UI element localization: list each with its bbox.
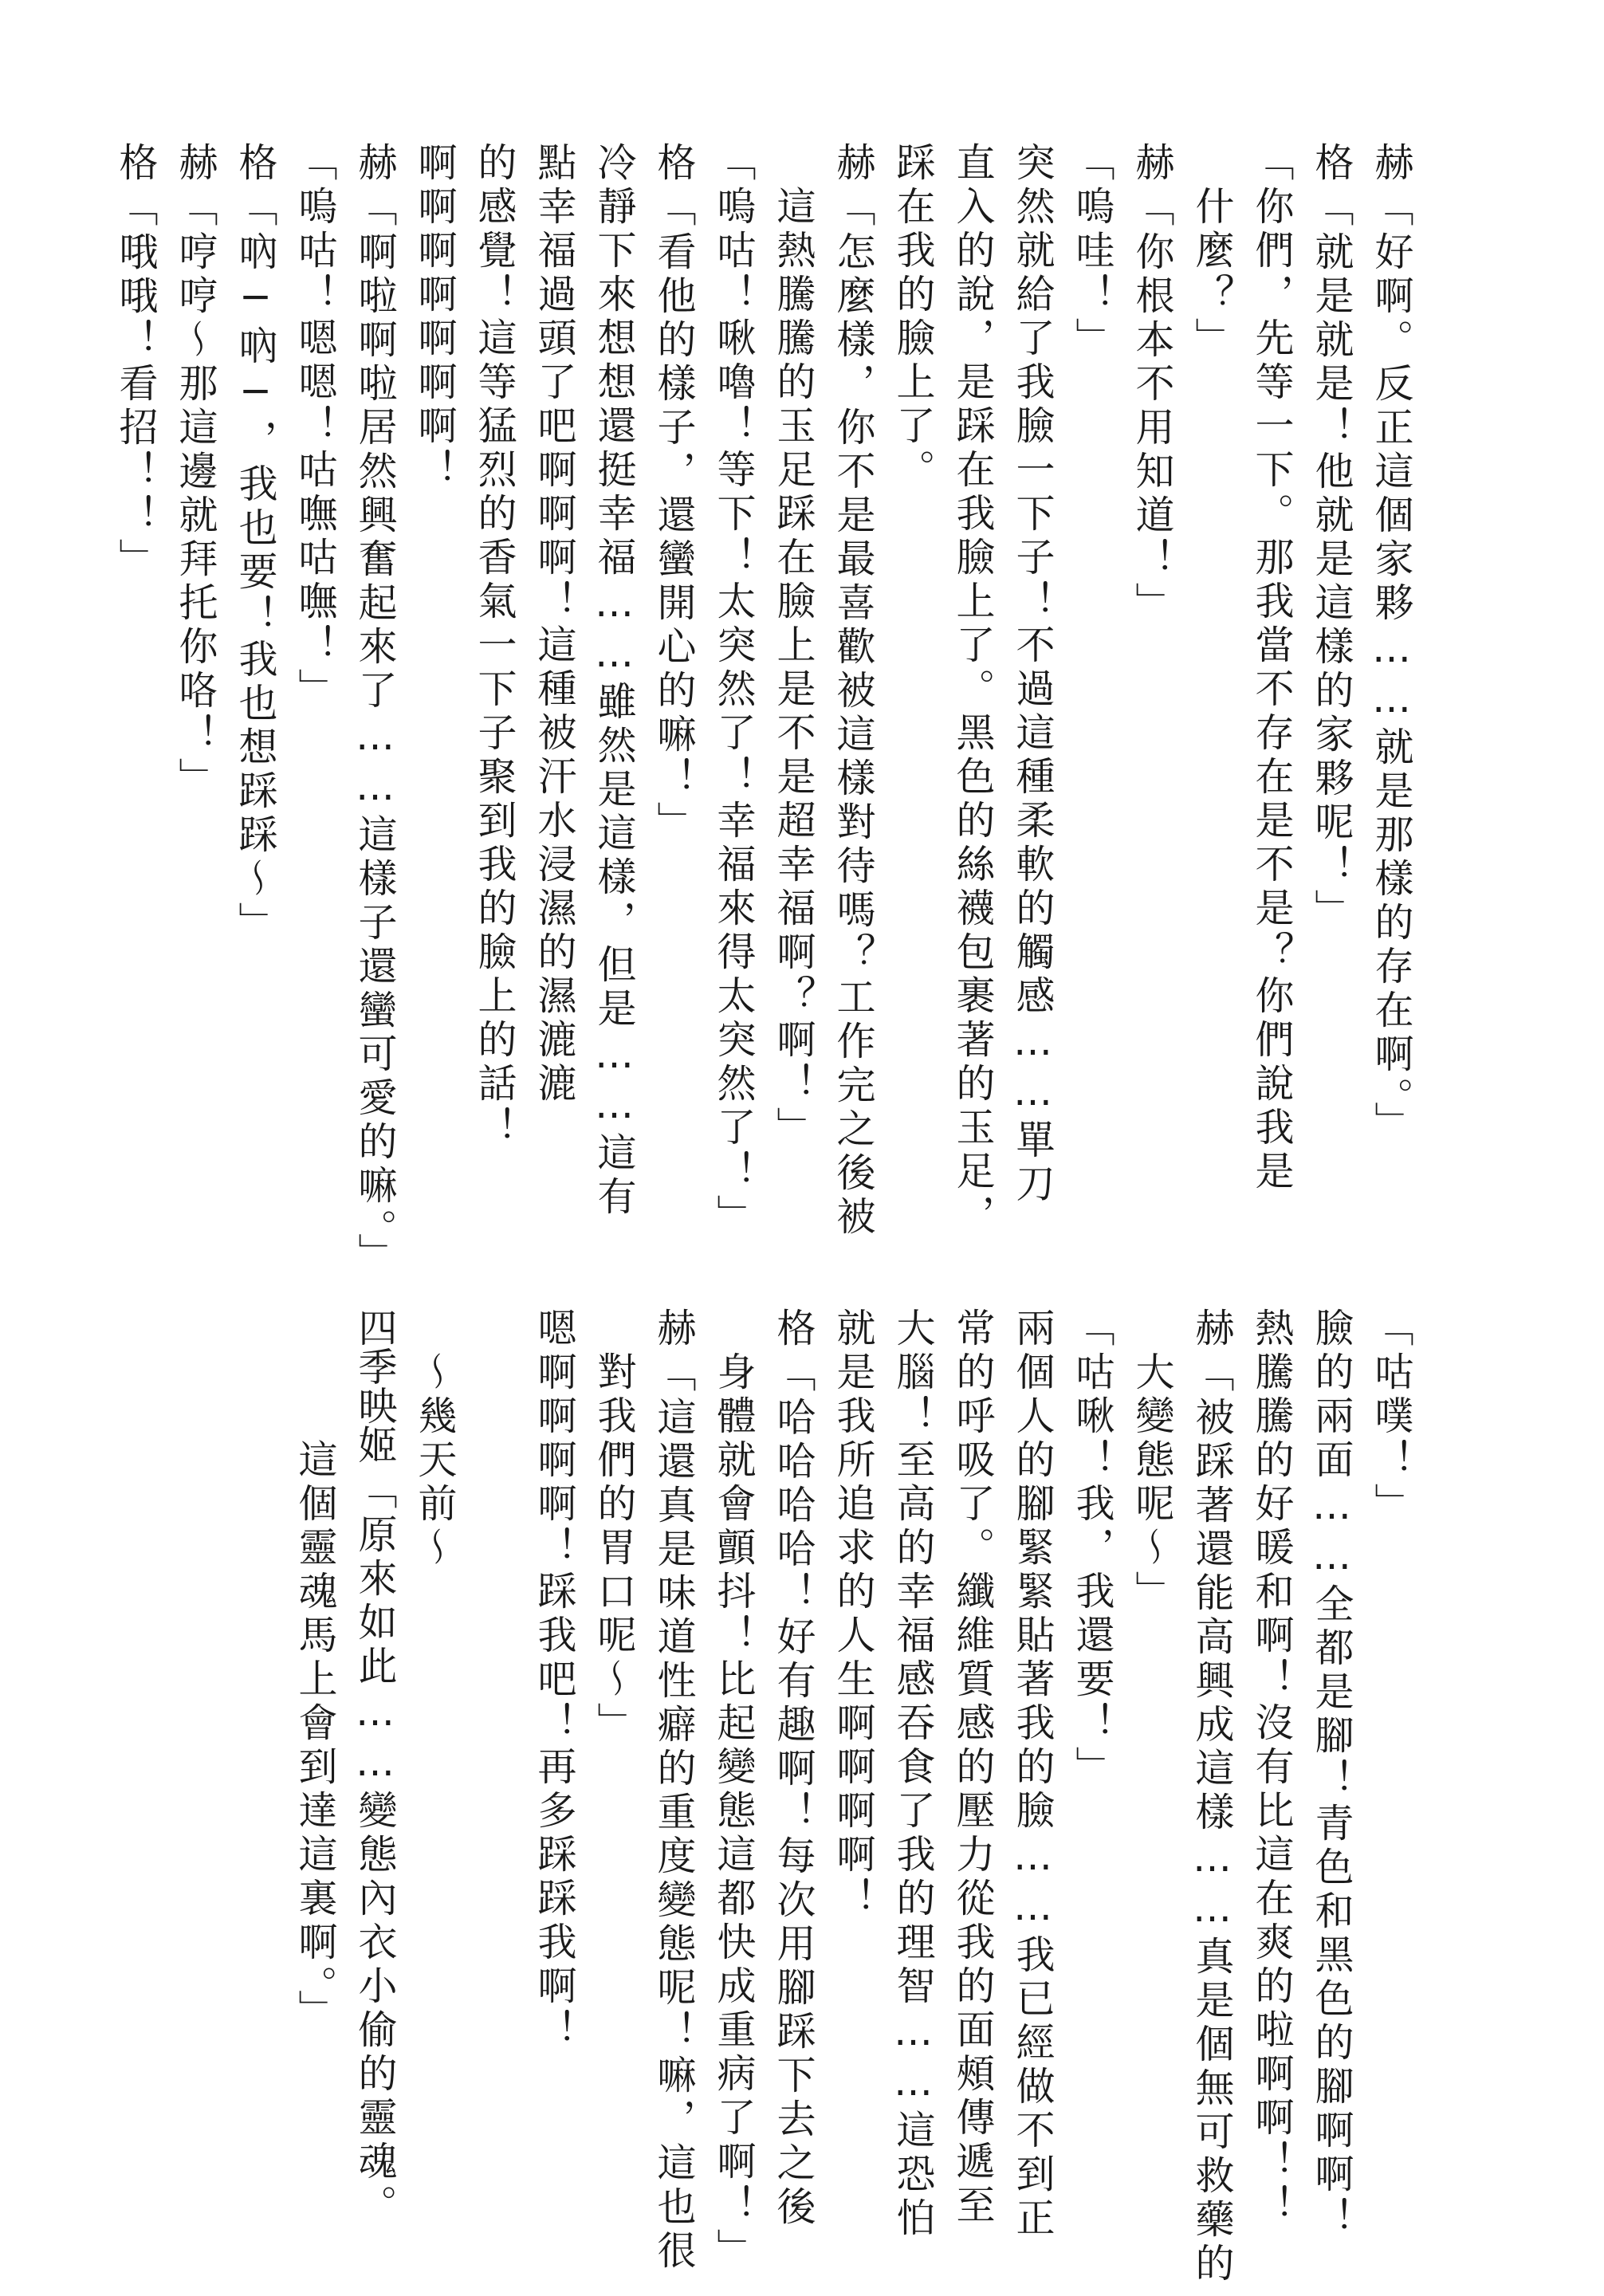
dialogue-line: 踩在我的臉上了。 [890, 142, 936, 493]
dialogue-line: 「被踩著還能高興成這樣……真是個無可救藥的 [1189, 1353, 1235, 2286]
speaker-label: 格 [1309, 142, 1354, 181]
dialogue-line: 大變態呢～」 [1130, 1307, 1175, 1614]
dialogue-line: 「嗚咕！啾嚕！等下！太突然了！幸福來得太突然了！」 [711, 142, 757, 1238]
dialogue-line: 嗯啊啊啊啊！踩我吧！再多踩踩我啊！ [532, 1307, 577, 2053]
dialogue-line: 什麼？」 [1189, 142, 1235, 361]
speaker-label: 赫 [352, 142, 398, 181]
dialogue-line: 對我們的胃口呢～」 [592, 1307, 637, 1746]
dialogue-line: ～幾天前～ [412, 1307, 458, 1571]
dialogue-line: 「嗚哇！」 [1070, 142, 1115, 361]
speaker-label: 四季映姬 [352, 1307, 398, 1464]
speaker-label: 赫 [1369, 142, 1414, 181]
speaker-label: 赫 [651, 1307, 697, 1347]
dialogue-line: 的感覺！這等猛烈的香氣一下子聚到我的臉上的話！ [472, 142, 517, 1150]
dialogue-line: 「吶─吶─，我也要！我也想踩踩～」 [233, 187, 278, 946]
dialogue-line: 啊啊啊啊啊啊啊！ [412, 142, 458, 493]
dialogue-line: 身體就會顫抖！比起變態這都快成重病了啊！」 [711, 1307, 757, 2272]
dialogue-line: 冷靜下來想想還挺幸福……雖然是這樣，但是……這有 [592, 142, 637, 1220]
dialogue-line: 點幸福過頭了吧啊啊啊！這種被汗水浸濕的濕漉漉 [532, 142, 577, 1107]
speaker-label: 赫 [173, 142, 218, 181]
dialogue-line: 「咕噗！」 [1369, 1307, 1414, 1527]
dialogue-line: 「這還真是味道性癖的重度變態呢！嘛，這也很 [651, 1353, 697, 2274]
speaker-label: 赫 [1189, 1307, 1235, 1347]
dialogue-line: 這熱騰騰的玉足踩在臉上是不是超幸福啊？啊！」 [771, 142, 816, 1150]
dialogue-line: 「你根本不用知道！」 [1130, 187, 1175, 626]
speaker-label: 格 [771, 1307, 816, 1347]
dialogue-line: 突然就給了我臉一下子！不過這種柔軟的觸感……單刀 [1010, 142, 1056, 1207]
dialogue-line: 直入的說，是踩在我臉上了。黑色的絲襪包裹著的玉足， [950, 142, 996, 1238]
dialogue-line: 常的呼吸了。纖維質感的壓力從我的面頰傳遞至 [950, 1307, 996, 2228]
dialogue-line: 大腦！至高的幸福感吞食了我的理智……這恐怕 [890, 1307, 936, 2241]
dialogue-line: 這個靈魂馬上會到達這裏啊。」 [293, 1307, 338, 2034]
dialogue-line: 兩個人的腳緊緊貼著我的臉……我已經做不到正 [1010, 1307, 1056, 2241]
speaker-label: 格 [113, 142, 159, 181]
dialogue-line: 「嗚咕！嗯嗯！咕嘸咕嘸！」 [293, 142, 338, 712]
dialogue-line: 「怎麼樣，你不是最喜歡被這樣對待嗎？工作完之後被 [831, 187, 876, 1240]
dialogue-line: 「好啊。反正這個家夥……就是那樣的存在啊。」 [1369, 187, 1414, 1146]
dialogue-line: 「就是就是！他就是這樣的家夥呢！」 [1309, 187, 1354, 933]
dialogue-line: 「你們，先等一下。那我當不存在是不是？你們說我是 [1249, 142, 1295, 1194]
dialogue-line: 臉的兩面……全都是腳！青色和黑色的腳啊啊！ [1309, 1307, 1354, 2241]
dialogue-line: 「咕啾！我，我還要！」 [1070, 1307, 1115, 1790]
dialogue-line: 「哈哈哈哈！好有趣啊！每次用腳踩下去之後 [771, 1353, 816, 2230]
dialogue-line: 「原來如此……變態內衣小偷的靈魂。 [352, 1470, 398, 2228]
speaker-label: 赫 [831, 142, 876, 181]
speaker-label: 格 [651, 142, 697, 181]
dialogue-line: 「啊啦啊啦居然興奮起來了……這樣子還蠻可愛的嘛。」 [352, 187, 398, 1277]
speaker-label: 格 [233, 142, 278, 181]
dialogue-line: 「哦哦！看招！！」 [113, 187, 159, 582]
dialogue-line: 「看他的樣子，還蠻開心的嘛！」 [651, 187, 697, 845]
dialogue-line: 「哼哼～那這邊就拜托你咯！」 [173, 187, 218, 801]
dialogue-line: 熱騰騰的好暖和啊！沒有比這在爽的啦啊啊！！ [1249, 1307, 1295, 2228]
dialogue-line: 就是我所追求的人生啊啊啊啊！ [831, 1307, 876, 1921]
speaker-label: 赫 [1130, 142, 1175, 181]
